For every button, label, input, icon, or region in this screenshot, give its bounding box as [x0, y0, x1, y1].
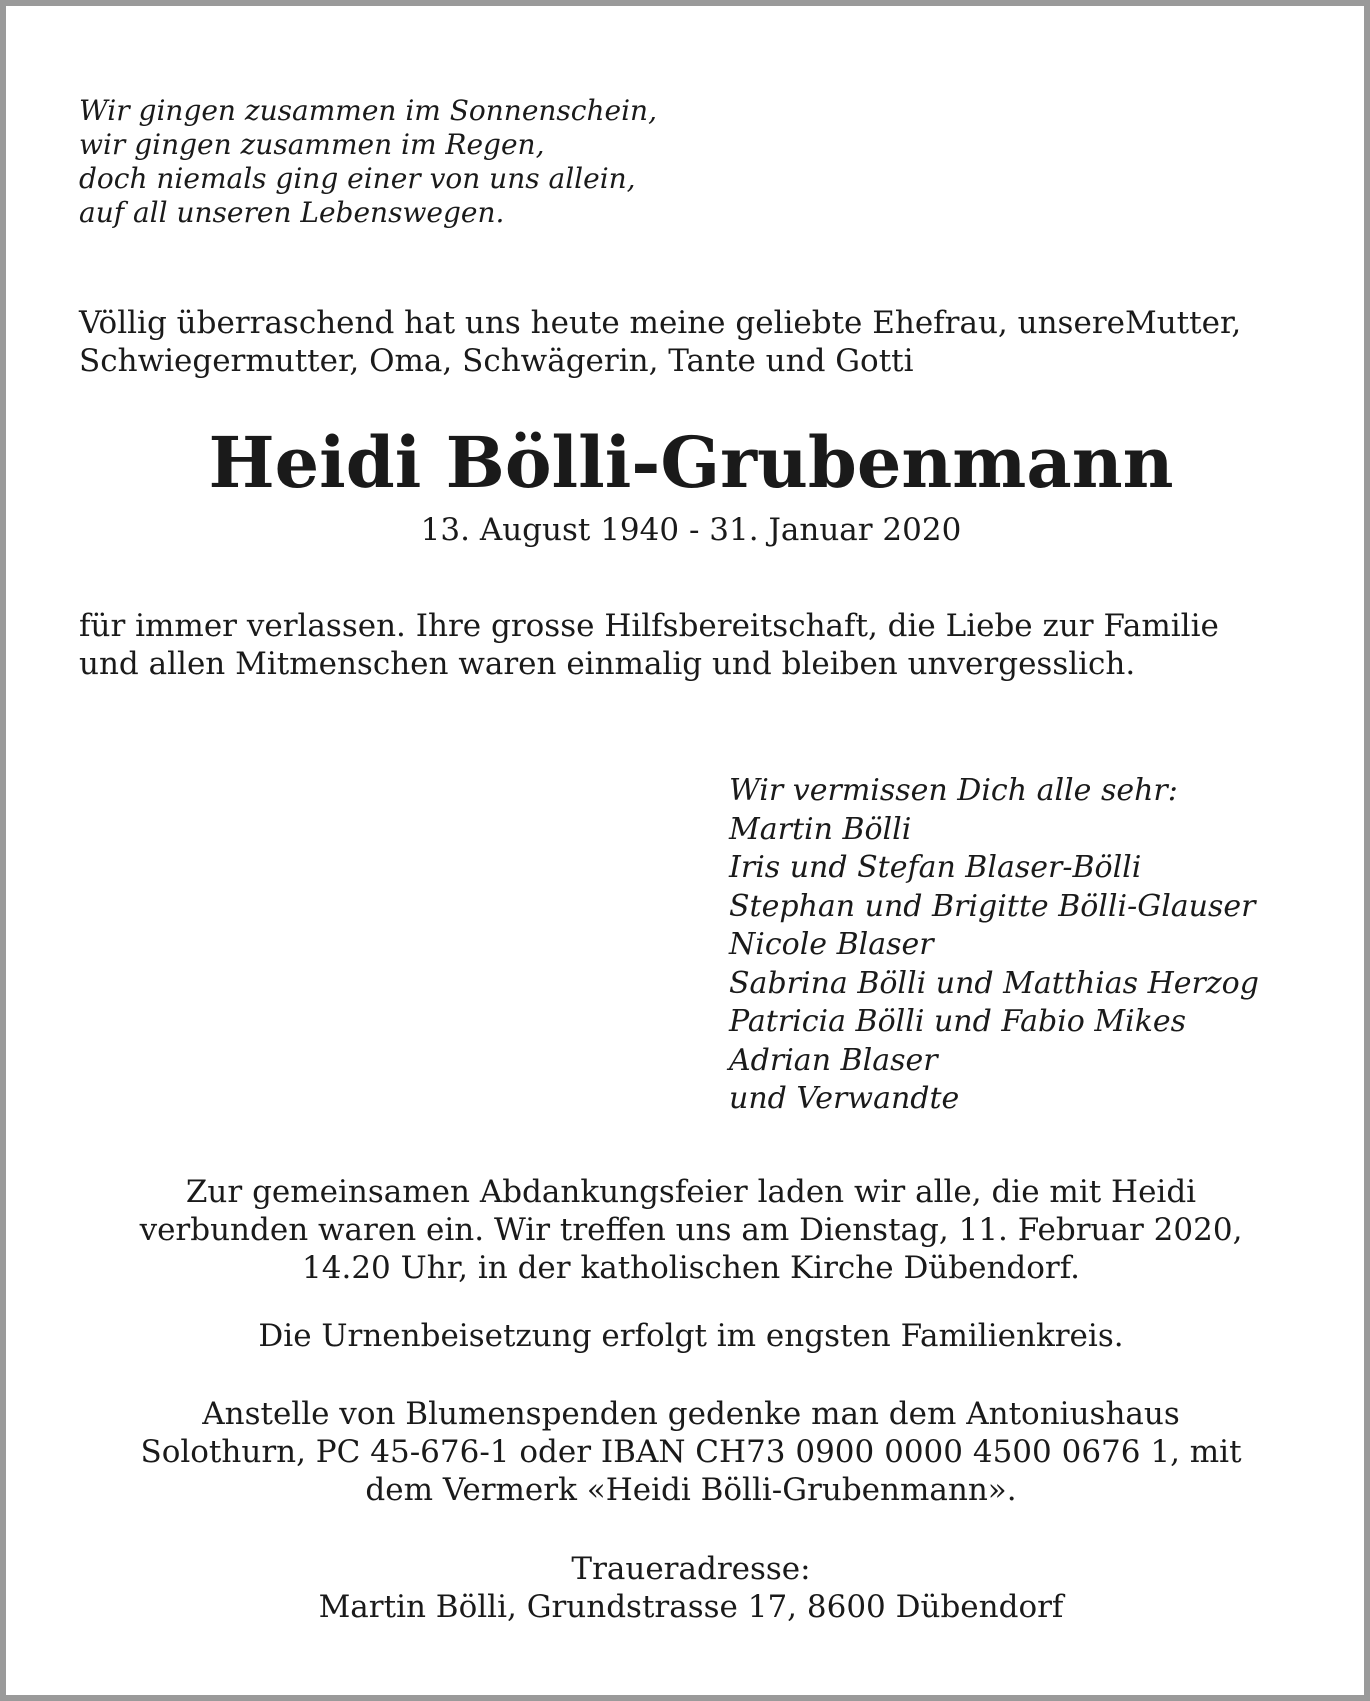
donation-info [6, 1395, 1370, 1509]
tribute-line: für immer verlassen. Ihre grosse Hilfsbereitschaft, die Liebe zur Familie [79, 608, 1219, 644]
life-dates: 13. August 1940 - 31. Januar 2020 [420, 512, 962, 548]
ceremony-line: verbunden waren ein. Wir treffen uns am Dienstag, 11. Februar 2020, [139, 1212, 1243, 1248]
mourning-address [6, 1550, 1370, 1626]
mourner-name: Nicole Blaser [729, 927, 934, 962]
mourner-name: Sabrina Bölli und Matthias Herzog [729, 965, 1259, 1001]
donation-line: dem Vermerk «Heidi Bölli-Grubenmann». [365, 1472, 1017, 1508]
mourners-heading: Wir vermissen Dich alle sehr: [729, 773, 1178, 808]
mourner-name: Adrian Blaser [729, 1042, 938, 1078]
mourner-name: Martin Bölli [729, 811, 912, 847]
ceremony-info [6, 1173, 1370, 1287]
mourner-name: Iris und Stefan Blaser-Bölli [729, 850, 1142, 885]
burial-line: Die Urnenbeisetzung erfolgt im engsten Familienkreis. [258, 1318, 1124, 1354]
mourners-list [729, 772, 1259, 1119]
ceremony-line: Zur gemeinsamen Abdankungsfeier laden wir alle, die mit Heidi [185, 1174, 1197, 1210]
poem-line: doch niemals ging einer von uns allein, [79, 162, 636, 195]
memorial-poem [79, 94, 657, 230]
intro-line: Völlig überraschend hat uns heute meine geliebte Ehefrau, unsereMutter, [79, 305, 1242, 341]
poem-line: auf all unseren Lebenswegen. [79, 196, 505, 229]
donation-line: Solothurn, PC 45-676-1 oder IBAN CH73 0900 0000 4500 0676 1, mit [140, 1434, 1242, 1470]
intro-text [79, 304, 1241, 380]
tribute-text [79, 607, 1219, 683]
address-label: Traueradresse: [571, 1551, 811, 1587]
burial-info [6, 1317, 1370, 1355]
poem-line: wir gingen zusammen im Regen, [79, 128, 545, 161]
address-value: Martin Bölli, Grundstrasse 17, 8600 Dübendorf [318, 1589, 1064, 1625]
ceremony-line: 14.20 Uhr, in der katholischen Kirche Dübendorf. [302, 1250, 1080, 1286]
tribute-line: und allen Mitmenschen waren einmalig und bleiben unvergesslich. [79, 646, 1136, 682]
mourner-name: Patricia Bölli und Fabio Mikes [729, 1004, 1187, 1039]
deceased-name: Heidi Bölli-Grubenmann [208, 421, 1174, 504]
mourner-name: und Verwandte [729, 1081, 960, 1116]
donation-line: Anstelle von Blumenspenden gedenke man dem Antoniushaus [202, 1396, 1180, 1432]
mourner-name: Stephan und Brigitte Bölli-Glauser [729, 888, 1256, 924]
poem-line: Wir gingen zusammen im Sonnenschein, [79, 94, 657, 127]
intro-line: Schwiegermutter, Oma, Schwägerin, Tante und Gotti [79, 343, 914, 379]
